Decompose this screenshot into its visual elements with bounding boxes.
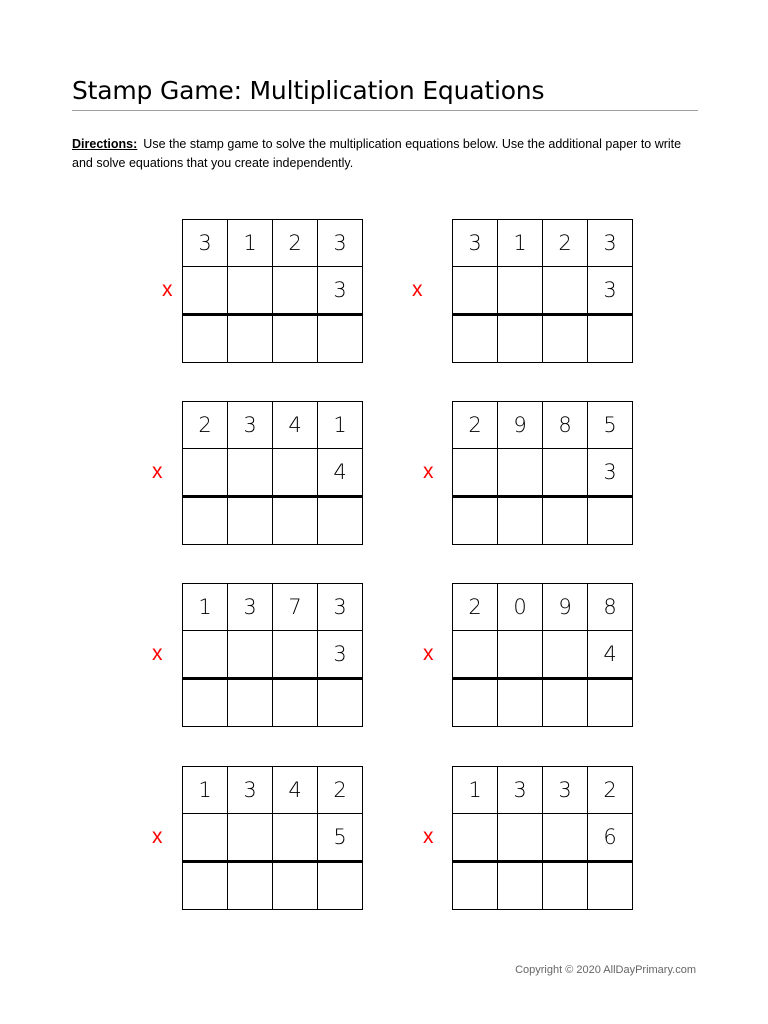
multiplier-digit: 3 [588,267,633,315]
multiplier-digit: 3 [588,449,633,497]
problem-table [182,219,363,363]
answer-cell[interactable] [183,679,228,727]
multiply-sign: x [152,825,163,848]
multiply-sign: x [162,278,173,301]
problem-table [452,401,633,545]
answer-cell[interactable] [183,315,228,363]
answer-row [183,862,363,910]
answer-cell[interactable] [318,315,363,363]
answer-cell[interactable] [498,862,543,910]
empty-cell [453,449,498,497]
multiplicand-digit: 3 [498,767,543,814]
multiplication-problem [452,219,633,363]
multiplicand-digit: 7 [273,584,318,631]
multiplicand-digit: 1 [453,767,498,814]
answer-cell[interactable] [498,679,543,727]
answer-cell[interactable] [498,497,543,545]
multiplicand-digit: 1 [228,220,273,267]
multiplier-digit: 4 [318,449,363,497]
multiplicand-digit: 2 [453,402,498,449]
copyright: Copyright © 2020 AllDayPrimary.com [515,964,696,976]
multiplicand-digit: 9 [543,584,588,631]
multiplicand-digit: 3 [228,767,273,814]
answer-row [453,679,633,727]
answer-row [453,862,633,910]
empty-cell [543,267,588,315]
answer-cell[interactable] [588,679,633,727]
multiplicand-digit: 3 [453,220,498,267]
answer-cell[interactable] [273,497,318,545]
multiplier-row [183,631,363,679]
multiplicand-digit: 2 [273,220,318,267]
multiplicand-digit: 2 [318,767,363,814]
answer-cell[interactable] [498,315,543,363]
answer-cell[interactable] [273,315,318,363]
multiplicand-digit: 2 [543,220,588,267]
answer-cell[interactable] [588,315,633,363]
answer-cell[interactable] [228,862,273,910]
answer-cell[interactable] [588,862,633,910]
multiplicand-digit: 4 [273,402,318,449]
multiply-sign: x [423,460,434,483]
multiplicand-digit: 3 [318,584,363,631]
multiplier-digit: 3 [318,267,363,315]
answer-cell[interactable] [318,497,363,545]
directions-text: Use the stamp game to solve the multiplication equations below. Use the additional paper to write and solve equations that you create independently. [72,137,682,170]
answer-cell[interactable] [453,315,498,363]
title-divider [72,110,698,111]
page-title: Stamp Game: Multiplication Equations [72,76,545,105]
multiplier-digit: 6 [588,814,633,862]
problem-table [182,401,363,545]
empty-cell [273,267,318,315]
multiplier-row [183,267,363,315]
answer-cell[interactable] [543,497,588,545]
multiplicand-row [453,584,633,631]
empty-cell [228,631,273,679]
answer-cell[interactable] [273,679,318,727]
empty-cell [228,814,273,862]
multiplication-problem [452,583,633,727]
multiply-sign: x [152,642,163,665]
multiplicand-row [453,220,633,267]
answer-cell[interactable] [543,679,588,727]
answer-cell[interactable] [318,679,363,727]
empty-cell [273,631,318,679]
multiplier-row [453,449,633,497]
multiplicand-digit: 1 [183,767,228,814]
multiplicand-row [183,584,363,631]
multiplier-row [183,814,363,862]
answer-row [453,315,633,363]
empty-cell [453,814,498,862]
empty-cell [273,449,318,497]
multiplicand-digit: 9 [498,402,543,449]
multiplicand-digit: 3 [318,220,363,267]
multiplicand-digit: 3 [543,767,588,814]
multiplicand-digit: 2 [453,584,498,631]
empty-cell [453,267,498,315]
multiplicand-digit: 5 [588,402,633,449]
answer-row [453,497,633,545]
multiplicand-digit: 1 [318,402,363,449]
multiplier-row [453,631,633,679]
multiplicand-row [183,402,363,449]
problem-table [182,766,363,910]
answer-cell[interactable] [228,679,273,727]
multiplier-row [183,449,363,497]
empty-cell [498,631,543,679]
answer-cell[interactable] [183,862,228,910]
answer-cell[interactable] [453,679,498,727]
answer-cell[interactable] [453,862,498,910]
multiply-sign: x [412,278,423,301]
empty-cell [453,631,498,679]
multiplication-problem [452,401,633,545]
multiplicand-digit: 3 [588,220,633,267]
empty-cell [543,814,588,862]
empty-cell [498,267,543,315]
answer-row [183,497,363,545]
multiplication-problem [182,766,363,910]
multiplicand-digit: 3 [228,402,273,449]
problem-table [452,219,633,363]
empty-cell [183,814,228,862]
empty-cell [273,814,318,862]
multiplicand-digit: 8 [543,402,588,449]
multiplicand-row [453,767,633,814]
multiplicand-digit: 1 [498,220,543,267]
answer-cell[interactable] [543,315,588,363]
multiplicand-digit: 2 [588,767,633,814]
directions [72,135,702,173]
multiplicand-digit: 4 [273,767,318,814]
multiplier-digit: 3 [318,631,363,679]
empty-cell [228,267,273,315]
multiplication-problem [182,583,363,727]
multiplicand-digit: 1 [183,584,228,631]
multiplicand-digit: 2 [183,402,228,449]
problem-table [182,583,363,727]
answer-cell[interactable] [273,862,318,910]
multiplicand-digit: 3 [183,220,228,267]
multiplication-problem [182,219,363,363]
answer-cell[interactable] [228,315,273,363]
answer-row [183,679,363,727]
problem-table [452,766,633,910]
empty-cell [183,267,228,315]
answer-cell[interactable] [318,862,363,910]
empty-cell [543,631,588,679]
answer-cell[interactable] [183,497,228,545]
multiplicand-digit: 8 [588,584,633,631]
directions-label: Directions: [72,137,138,151]
problem-table [452,583,633,727]
multiplier-digit: 5 [318,814,363,862]
multiplicand-row [453,402,633,449]
answer-row [183,315,363,363]
multiply-sign: x [152,460,163,483]
answer-cell[interactable] [228,497,273,545]
multiplicand-digit: 0 [498,584,543,631]
multiplication-problem [452,766,633,910]
answer-cell[interactable] [588,497,633,545]
multiplication-problem [182,401,363,545]
multiply-sign: x [423,825,434,848]
multiplier-row [453,814,633,862]
answer-cell[interactable] [543,862,588,910]
empty-cell [183,449,228,497]
empty-cell [228,449,273,497]
multiplicand-row [183,767,363,814]
multiply-sign: x [423,642,434,665]
empty-cell [543,449,588,497]
empty-cell [498,449,543,497]
empty-cell [498,814,543,862]
answer-cell[interactable] [453,497,498,545]
multiplier-digit: 4 [588,631,633,679]
multiplier-row [453,267,633,315]
empty-cell [183,631,228,679]
multiplicand-row [183,220,363,267]
multiplicand-digit: 3 [228,584,273,631]
